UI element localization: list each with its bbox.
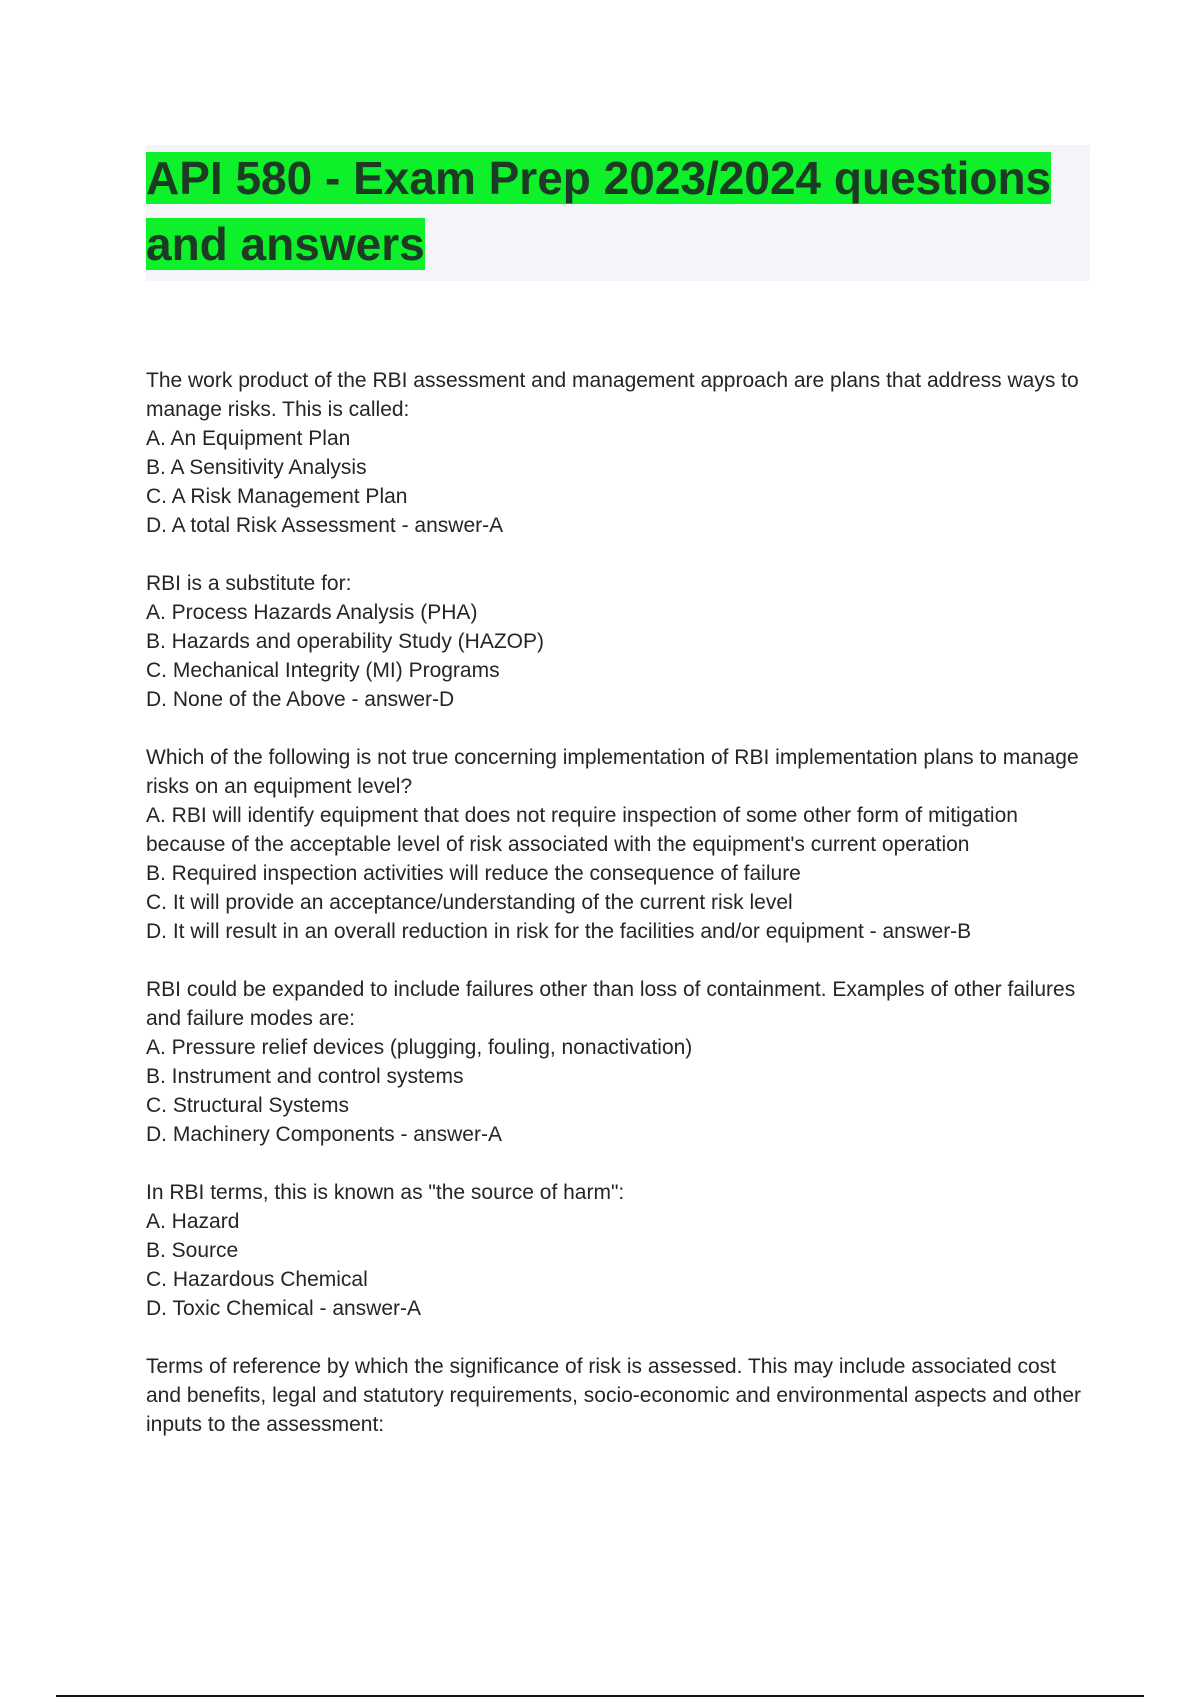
question-stem: RBI is a substitute for: — [146, 572, 352, 595]
answer-option: C. It will provide an acceptance/understanding of the current risk level — [146, 891, 793, 914]
answer-option: A. Pressure relief devices (plugging, fouling, nonactivation) — [146, 1036, 693, 1059]
answer-option: B. Hazards and operability Study (HAZOP) — [146, 630, 544, 653]
answer-option: A. RBI will identify equipment that does not require inspection of some other form of mitigation because of the acceptable level of risk associated with the equipment's current operation — [146, 804, 1018, 856]
answer-option: D. A total Risk Assessment - answer-A — [146, 514, 504, 537]
answer-option: C. Hazardous Chemical — [146, 1268, 368, 1291]
question-block-5 — [146, 1178, 1086, 1323]
answer-option: C. Structural Systems — [146, 1094, 350, 1117]
answer-option: B. A Sensitivity Analysis — [146, 456, 367, 479]
questions-list — [146, 366, 1086, 1468]
answer-option: D. It will result in an overall reduction in risk for the facilities and/or equipment - answer-B — [146, 920, 972, 943]
answer-option: A. Hazard — [146, 1210, 240, 1233]
question-block-4 — [146, 975, 1086, 1149]
answer-option: C. A Risk Management Plan — [146, 485, 408, 508]
title-highlight: API 580 - Exam Prep 2023/2024 questions and answers — [146, 152, 1052, 270]
footer-divider — [56, 1695, 1144, 1697]
answer-option: A. An Equipment Plan — [146, 427, 351, 450]
answer-option: C. Mechanical Integrity (MI) Programs — [146, 659, 500, 682]
document-title — [146, 145, 1076, 277]
answer-option: D. Toxic Chemical - answer-A — [146, 1297, 422, 1320]
answer-option: B. Instrument and control systems — [146, 1065, 464, 1088]
answer-option: A. Process Hazards Analysis (PHA) — [146, 601, 478, 624]
answer-option: D. Machinery Components - answer-A — [146, 1123, 502, 1146]
question-stem: RBI could be expanded to include failures other than loss of containment. Examples of other failures and failure modes are: — [146, 978, 1076, 1030]
answer-option: D. None of the Above - answer-D — [146, 688, 455, 711]
question-stem: Terms of reference by which the significance of risk is assessed. This may include associated cost and benefits, legal and statutory requirements, socio-economic and environmental aspects and other inputs to the assessment: — [146, 1355, 1082, 1436]
title-banner — [146, 145, 1090, 281]
question-stem: In RBI terms, this is known as "the source of harm": — [146, 1181, 625, 1204]
question-stem: The work product of the RBI assessment and management approach are plans that address ways to manage risks. This is called: — [146, 369, 1079, 421]
question-stem: Which of the following is not true concerning implementation of RBI implementation plans to manage risks on an equipment level? — [146, 746, 1079, 798]
question-block-6 — [146, 1352, 1086, 1439]
question-block-3 — [146, 743, 1086, 946]
answer-option: B. Required inspection activities will reduce the consequence of failure — [146, 862, 801, 885]
answer-option: B. Source — [146, 1239, 239, 1262]
question-block-1 — [146, 366, 1086, 540]
question-block-2 — [146, 569, 1086, 714]
